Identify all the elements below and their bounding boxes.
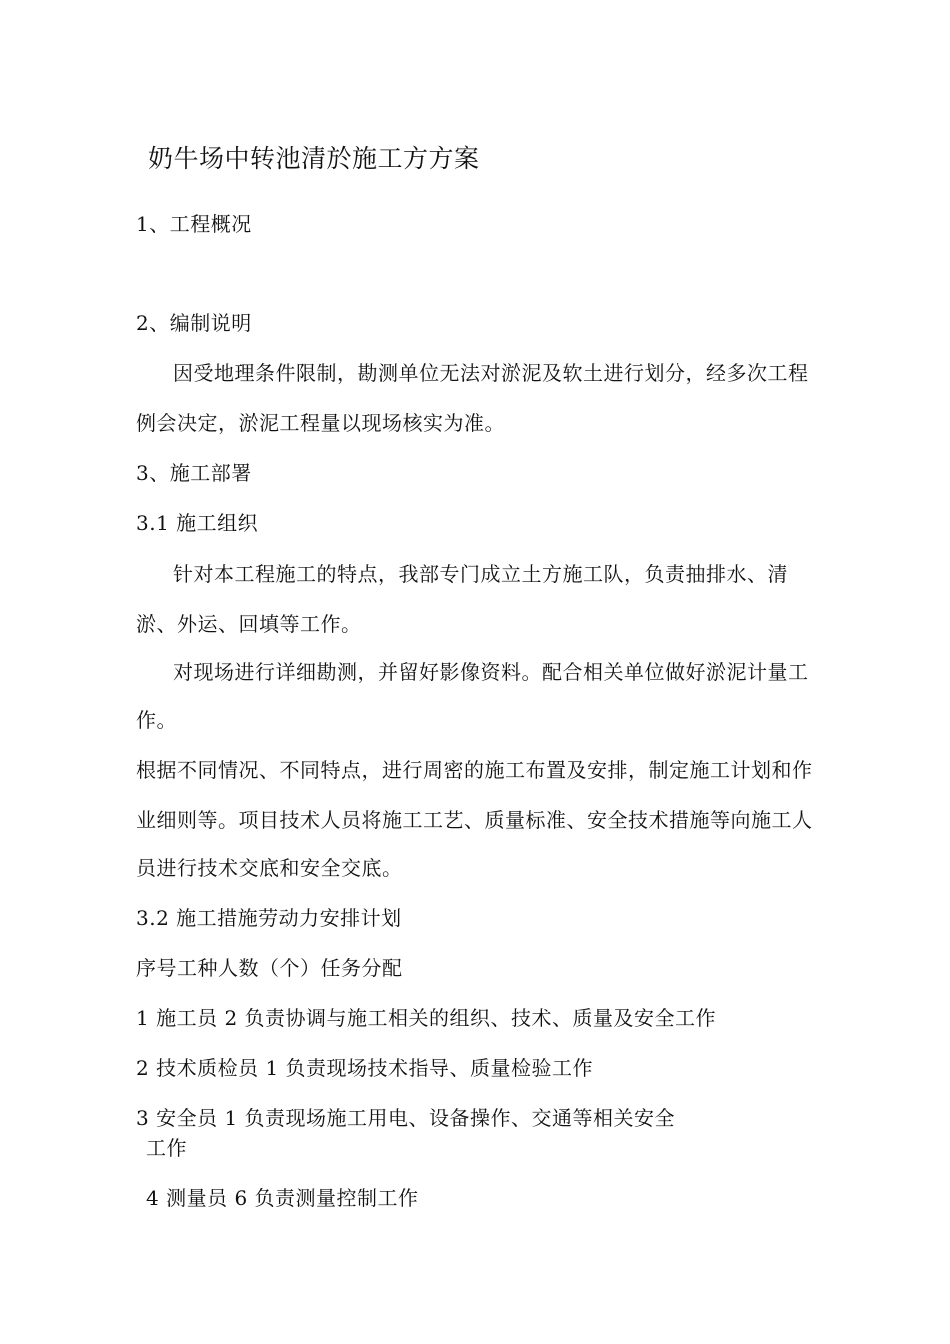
labor-row: 1 施工员 2 负责协调与施工相关的组织、技术、质量及安全工作 bbox=[136, 1006, 717, 1030]
paragraph-line: 作。 bbox=[136, 708, 177, 732]
section-2-paragraph-line: 例会决定，淤泥工程量以现场核实为准。 bbox=[136, 411, 505, 435]
paragraph-line: 员进行技术交底和安全交底。 bbox=[136, 856, 403, 880]
labor-row: 4 测量员 6 负责测量控制工作 bbox=[146, 1186, 419, 1210]
section-2-paragraph-line: 因受地理条件限制，勘测单位无法对淤泥及软土进行划分，经多次工程 bbox=[173, 361, 809, 385]
labor-row-continuation: 工作 bbox=[146, 1136, 187, 1160]
document-title: 奶牛场中转池清於施工方方案 bbox=[148, 144, 480, 173]
section-3-heading: 3、施工部署 bbox=[136, 461, 252, 485]
labor-table-header: 序号工种人数（个）任务分配 bbox=[136, 956, 403, 980]
section-3-2-heading: 3.2 施工措施劳动力安排计划 bbox=[136, 906, 402, 930]
paragraph-line: 针对本工程施工的特点，我部专门成立土方施工队，负责抽排水、清 bbox=[173, 562, 788, 586]
section-2-heading: 2、编制说明 bbox=[136, 311, 252, 335]
section-3-1-heading: 3.1 施工组织 bbox=[136, 511, 259, 535]
labor-row: 2 技术质检员 1 负责现场技术指导、质量检验工作 bbox=[136, 1056, 594, 1080]
section-1-heading: 1、工程概况 bbox=[136, 212, 252, 236]
labor-row: 3 安全员 1 负责现场施工用电、设备操作、交通等相关安全 bbox=[136, 1106, 676, 1130]
paragraph-line: 业细则等。项目技术人员将施工工艺、质量标准、安全技术措施等向施工人 bbox=[136, 808, 813, 832]
paragraph-line: 根据不同情况、不同特点，进行周密的施工布置及安排，制定施工计划和作 bbox=[136, 758, 813, 782]
paragraph-line: 对现场进行详细勘测，并留好影像资料。配合相关单位做好淤泥计量工 bbox=[173, 660, 809, 684]
paragraph-line: 淤、外运、回填等工作。 bbox=[136, 612, 362, 636]
